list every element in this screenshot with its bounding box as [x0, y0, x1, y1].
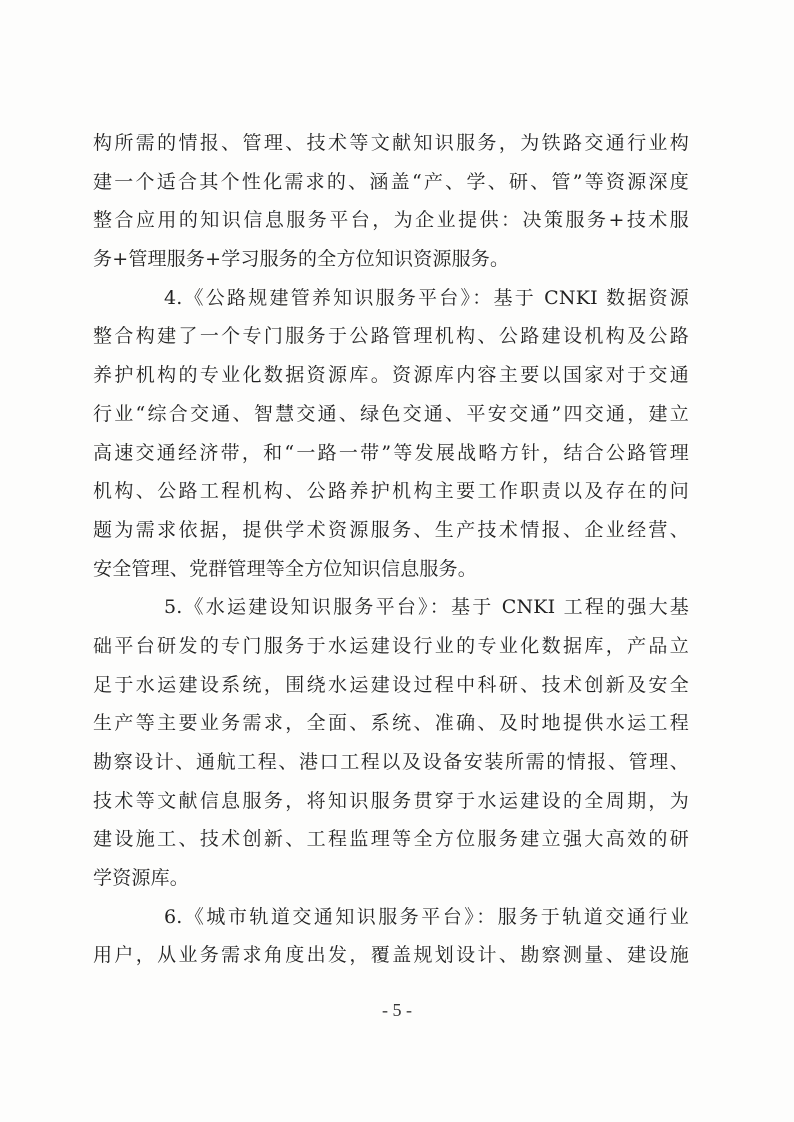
text-line: 机构、公路工程机构、公路养护机构主要工作职责以及存在的问 [93, 480, 689, 503]
text-line: 足于水运建设系统，围绕水运建设过程中科研、技术创新及安全 [93, 673, 689, 696]
text-line: 6.《城市轨道交通知识服务平台》：服务于轨道交通行业 [164, 905, 689, 928]
text-line: 勘察设计、通航工程、港口工程以及设备安装所需的情报、管理、 [93, 751, 689, 773]
text-line: 行业“综合交通、智慧交通、绿色交通、平安交通”四交通，建立 [93, 402, 689, 425]
text-line: 高速交通经济带，和“一路一带”等发展战略方针，结合公路管理 [93, 441, 689, 464]
text-line: 生产等主要业务需求，全面、系统、准确、及时地提供水运工程 [93, 712, 689, 735]
text-line: 整合构建了一个专门服务于公路管理机构、公路建设机构及公路 [93, 325, 689, 348]
text-line: 4.《公路规建管养知识服务平台》：基于 CNKI 数据资源 [164, 286, 689, 309]
text-line: 5.《水运建设知识服务平台》：基于 CNKI 工程的强大基 [164, 596, 689, 619]
text-line: 题为需求依据，提供学术资源服务、生产技术情报、企业经营、 [93, 518, 689, 541]
document-body [93, 124, 689, 975]
text-line: 建一个适合其个性化需求的、涵盖“产、学、研、管”等资源深度 [93, 170, 689, 193]
page-number: - 5 - [382, 1000, 412, 1020]
text-line: 构所需的情报、管理、技术等文献知识服务，为铁路交通行业构 [93, 132, 689, 154]
text-line: 养护机构的专业化数据资源库。资源库内容主要以国家对于交通 [93, 364, 689, 387]
text-line: 建设施工、技术创新、工程监理等全方位服务建立强大高效的研 [93, 828, 689, 851]
text-line: 础平台研发的专门服务于水运建设行业的专业化数据库，产品立 [93, 634, 689, 657]
paragraph-railway-tail [93, 124, 689, 279]
text-line: 务+管理服务+学习服务的全方位知识资源服务。 [93, 248, 510, 271]
text-line: 用户，从业务需求角度出发，覆盖规划设计、勘察测量、建设施 [93, 944, 689, 967]
paragraph-urban-rail-platform [93, 898, 689, 975]
paragraph-highway-platform [93, 279, 689, 589]
text-line: 技术等文献信息服务，将知识服务贯穿于水运建设的全周期，为 [93, 789, 689, 812]
text-line: 整合应用的知识信息服务平台，为企业提供：决策服务+技术服 [93, 209, 689, 232]
text-line: 安全管理、党群管理等全方位知识信息服务。 [93, 557, 478, 580]
text-line: 学资源库。 [93, 867, 190, 890]
paragraph-waterway-platform [93, 588, 689, 898]
